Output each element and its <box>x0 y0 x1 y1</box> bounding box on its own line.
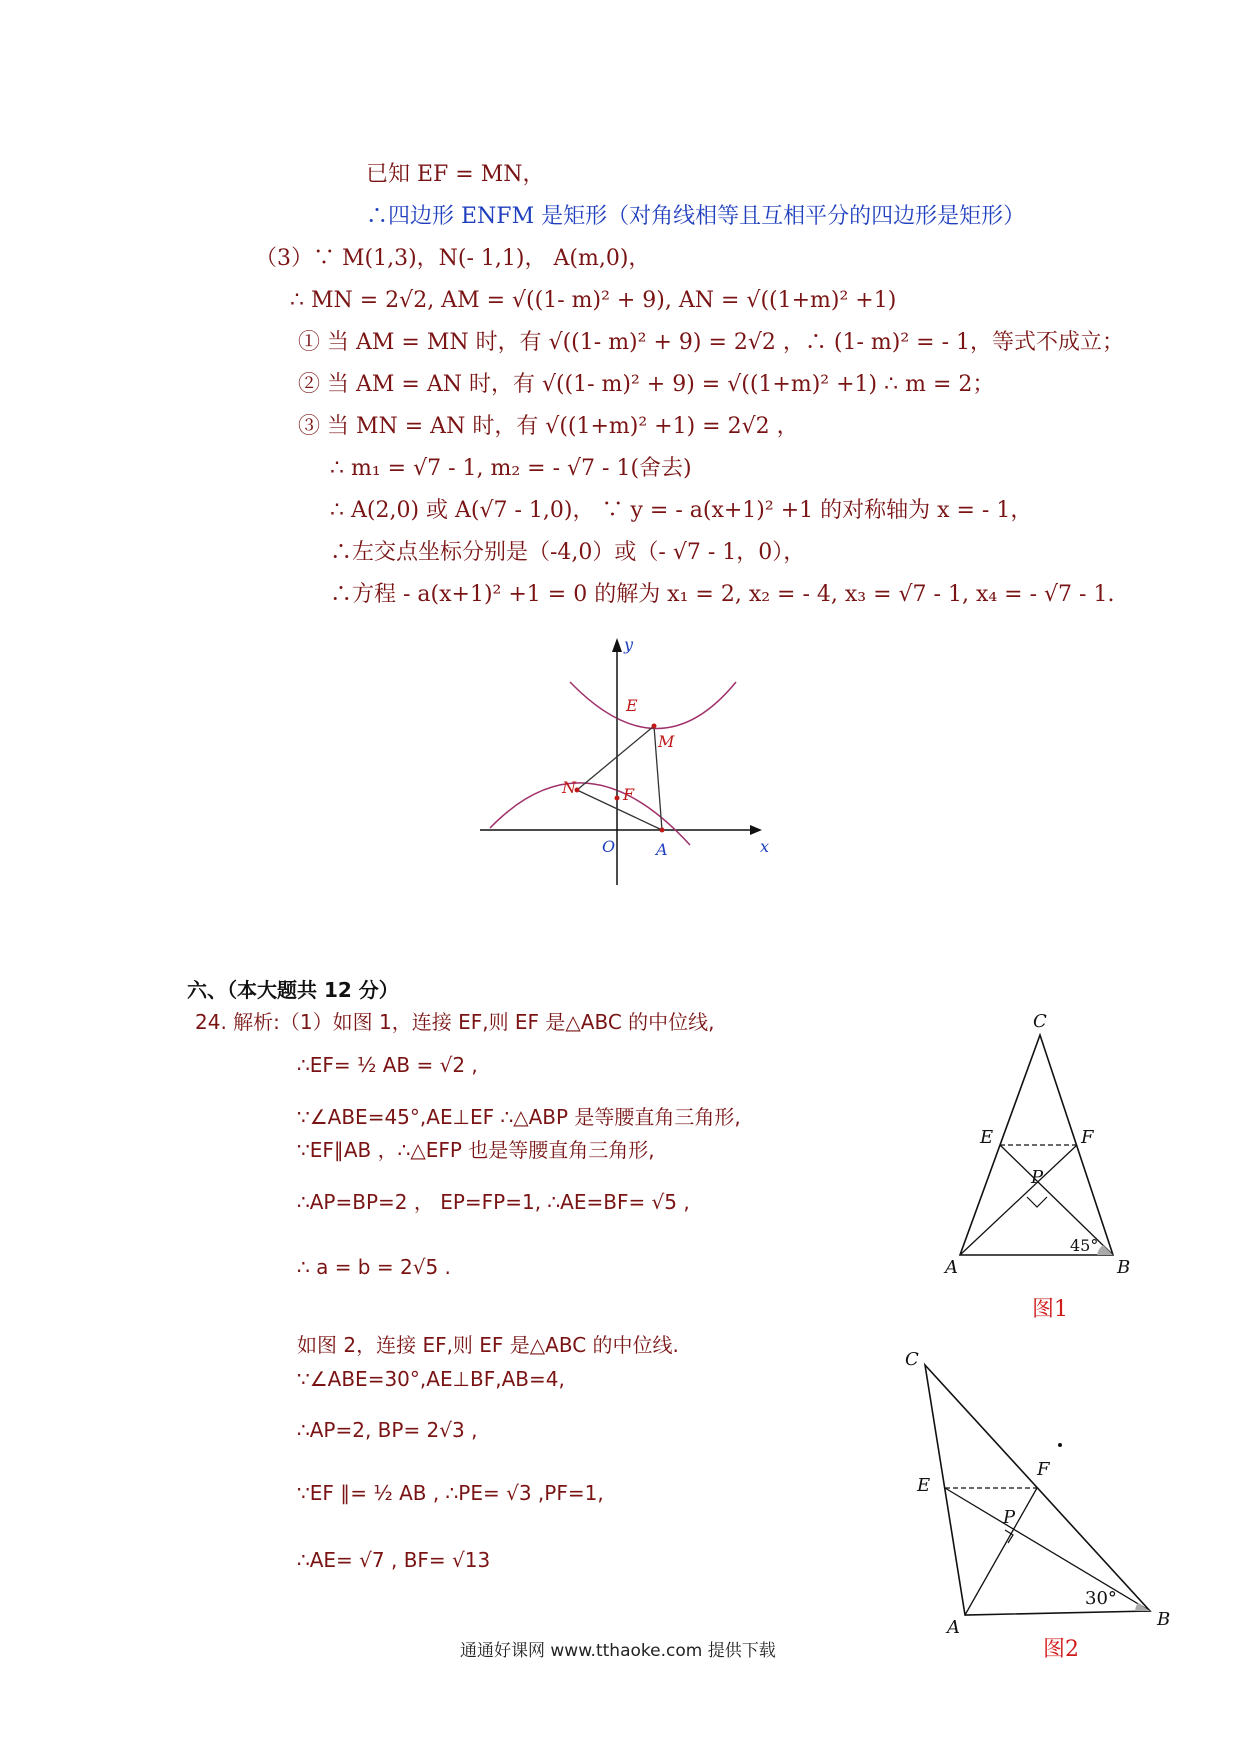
label-n: N <box>562 778 576 797</box>
label-e: E <box>626 696 638 715</box>
figure-1-caption: 图1 <box>1032 1297 1068 1322</box>
q24-s8: ∴AP=2, BP= 2√3 , <box>297 1418 478 1442</box>
part3-left-intersections: ∴左交点坐标分别是（-4,0）或（- √7 - 1，0）， <box>330 540 806 565</box>
q24-s10: ∴AE= √7 , BF= √13 <box>297 1548 491 1572</box>
figure-1 <box>935 1005 1135 1275</box>
q24-s1: ∴EF= ½ AB = √2 , <box>297 1053 478 1077</box>
label-e: E <box>980 1127 994 1148</box>
part3-given: （3）∵ M(1,3)，N(- 1,1)， A(m,0)， <box>255 246 651 271</box>
part3-m-values: ∴ m₁ = √7 - 1, m₂ = - √7 - 1(舍去) <box>330 456 692 481</box>
part3-case2: ② 当 AM = AN 时，有 √((1- m)² + 9) = √((1+m)² +1) ∴ m = 2； <box>298 372 995 397</box>
segment-af <box>960 1145 1077 1255</box>
label-x: x <box>760 837 770 856</box>
label-e: E <box>917 1475 931 1496</box>
figure-2 <box>895 1335 1185 1635</box>
label-m: M <box>658 732 675 751</box>
q24-s6: 如图 2，连接 EF,则 EF 是△ABC 的中位线. <box>297 1333 679 1357</box>
q24-s5: ∴ a = b = 2√5 . <box>297 1255 451 1279</box>
part3-lengths: ∴ MN = 2√2, AM = √((1- m)² + 9), AN = √((1+m)² +1) <box>290 288 897 313</box>
point-f <box>615 796 620 801</box>
part3-solutions: ∴方程 - a(x+1)² +1 = 0 的解为 x₁ = 2, x₂ = - 4, x₃ = √7 - 1, x₄ = - √7 - 1. <box>330 582 1115 607</box>
q24-s2: ∵∠ABE=45°,AE⊥EF ∴△ABP 是等腰直角三角形, <box>297 1105 741 1129</box>
label-angle-30: 30° <box>1085 1588 1117 1609</box>
label-p: P <box>1031 1167 1044 1188</box>
label-o: O <box>602 837 616 856</box>
label-f: F <box>1081 1127 1094 1148</box>
stray-dot <box>1058 1443 1062 1447</box>
x-axis-arrow <box>750 825 762 835</box>
upper-parabola <box>570 682 736 729</box>
label-c: C <box>905 1349 919 1370</box>
label-a: A <box>945 1257 958 1275</box>
q24-intro: 24. 解析:（1）如图 1，连接 EF,则 EF 是△ABC 的中位线, <box>195 1010 715 1034</box>
triangle-abc <box>925 1365 1150 1615</box>
part3-a-points: ∴ A(2,0) 或 A(√7 - 1,0)， ∵ y = - a(x+1)² +1 的对称轴为 x = - 1， <box>330 498 1033 523</box>
q24-s3: ∵EF∥AB ，∴△EFP 也是等腰直角三角形, <box>297 1138 655 1162</box>
part3-case3: ③ 当 MN = AN 时，有 √((1+m)² +1) = 2√2 ， <box>298 414 799 439</box>
label-f: F <box>1037 1459 1050 1480</box>
label-f: F <box>623 785 635 804</box>
section-six-heading: 六、（本大题共 12 分） <box>187 978 399 1002</box>
q24-s4: ∴AP=BP=2 ， EP=FP=1, ∴AE=BF= √5 , <box>297 1190 690 1214</box>
page-footer: 通通好课网 www.tthaoke.com 提供下载 <box>460 1641 776 1661</box>
label-b: B <box>1117 1257 1131 1275</box>
segment-na <box>577 790 662 830</box>
part3-case1: ① 当 AM = MN 时，有 √((1- m)² + 9) = 2√2 ，∴ (1- m)² = - 1，等式不成立； <box>298 330 1124 355</box>
label-a: A <box>656 840 668 859</box>
line-rectangle-conclusion: ∴四边形 ENFM 是矩形（对角线相等且互相平分的四边形是矩形） <box>366 204 1026 229</box>
label-a: A <box>947 1617 960 1635</box>
y-axis-arrow <box>612 638 622 652</box>
label-b: B <box>1157 1609 1171 1630</box>
label-p: P <box>1003 1507 1016 1528</box>
segment-be <box>945 1488 1150 1611</box>
label-c: C <box>1033 1011 1047 1032</box>
figure-2-caption: 图2 <box>1043 1637 1079 1662</box>
line-ef-eq-mn: 已知 EF = MN， <box>366 162 545 187</box>
lower-parabola <box>490 783 690 845</box>
point-m <box>652 724 657 729</box>
segment-nm <box>577 726 654 790</box>
parabola-figure <box>470 630 770 890</box>
label-y: y <box>624 635 634 654</box>
q24-s7: ∵∠ABE=30°,AE⊥BF,AB=4, <box>297 1367 565 1391</box>
label-angle-45: 45° <box>1070 1236 1099 1255</box>
angle-mark <box>1135 1603 1150 1611</box>
right-angle-mark <box>1027 1197 1047 1207</box>
point-a <box>660 828 665 833</box>
q24-s9: ∵EF ∥= ½ AB , ∴PE= √3 ,PF=1, <box>297 1481 604 1505</box>
